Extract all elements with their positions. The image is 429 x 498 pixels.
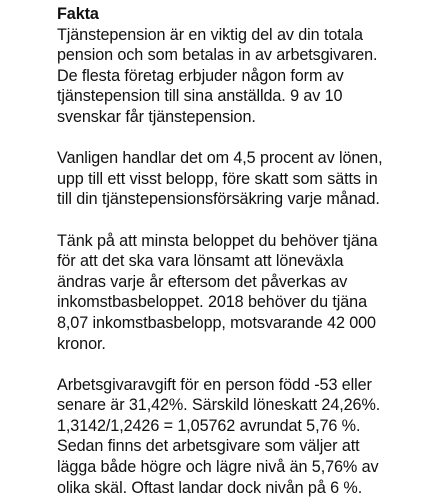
text-line: inkomstbasbeloppet. 2018 behöver du tjäna bbox=[57, 293, 367, 312]
text-line: tjänstepension till sina anställda. 9 av 10 bbox=[57, 87, 343, 106]
text-line: lägga både högre och lägre nivå än 5,76% av bbox=[57, 458, 379, 477]
text-line: Tänk på att minsta beloppet du behöver tjäna bbox=[57, 231, 378, 250]
fact-text bbox=[57, 4, 429, 498]
paragraph-employer-fee bbox=[57, 375, 429, 498]
text-line: svenskar får tjänstepension. bbox=[57, 107, 256, 126]
text-line: senare är 31,42%. Särskild löneskatt 24,26%. bbox=[57, 396, 381, 415]
paragraph-salary-exchange bbox=[57, 231, 429, 355]
text-line: 8,07 inkomstbasbelopp, motsvarande 42 000 bbox=[57, 313, 376, 332]
text-line: upp till ett visst belopp, före skatt som sätts in bbox=[57, 169, 378, 188]
fact-title: Fakta bbox=[57, 5, 99, 23]
text-line: kronor. bbox=[57, 334, 106, 353]
text-line: Arbetsgivaravgift för en person född -53 eller bbox=[57, 375, 372, 394]
text-line: De flesta företag erbjuder någon form av bbox=[57, 66, 344, 85]
text-line: ändras varje år eftersom det påverkas av bbox=[57, 272, 348, 291]
text-line: till din tjänstepensionsförsäkring varje månad. bbox=[57, 190, 380, 209]
paragraph-contribution bbox=[57, 148, 429, 210]
text-line: för att det ska vara lönsamt att löneväxla bbox=[57, 252, 344, 271]
text-line: 1,3142/1,2426 = 1,05762 avrundat 5,76 %. bbox=[57, 416, 361, 435]
text-line: pension och som betalas in av arbetsgivaren. bbox=[57, 46, 378, 65]
text-line: Sedan finns det arbetsgivare som väljer att bbox=[57, 437, 360, 456]
text-line: Tjänstepension är en viktig del av din totala bbox=[57, 25, 363, 44]
paragraph-definition bbox=[57, 25, 429, 128]
text-line: olika skäl. Oftast landar dock nivån på 6 %. bbox=[57, 478, 363, 497]
text-line: Vanligen handlar det om 4,5 procent av lönen, bbox=[57, 149, 383, 168]
